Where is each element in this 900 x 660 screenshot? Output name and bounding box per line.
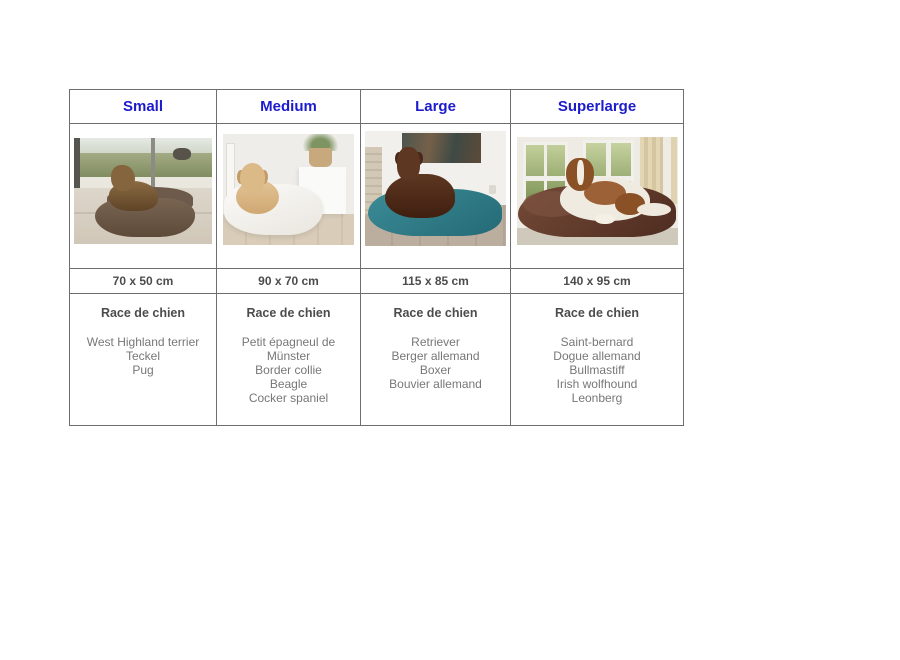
breed-list [217, 335, 360, 405]
column-header-superlarge: Superlarge [511, 90, 683, 124]
column-superlarge [511, 90, 683, 425]
dog-bed-size-table [69, 89, 684, 426]
size-superlarge: 140 x 95 cm [511, 269, 683, 294]
photo-medium-dog-bed [223, 134, 354, 245]
wall-socket [489, 185, 496, 194]
column-header-small: Small [70, 90, 216, 124]
size-small: 70 x 50 cm [70, 269, 216, 294]
tree-view [78, 153, 212, 180]
column-small [70, 90, 217, 425]
dog-body [385, 174, 456, 219]
breed-item: Retriever [411, 335, 460, 349]
photo-cell-small [70, 124, 216, 269]
column-medium [217, 90, 361, 425]
breed-item: Border collie [255, 363, 322, 377]
plant-basket [309, 148, 331, 167]
breed-heading: Race de chien [554, 306, 640, 320]
dog-blaze [577, 160, 584, 185]
breeds-cell-medium [217, 294, 360, 425]
column-large [361, 90, 511, 425]
breed-item: Boxer [419, 363, 452, 377]
breed-item: Teckel [125, 349, 160, 363]
size-medium: 90 x 70 cm [217, 269, 360, 294]
photo-cell-medium [217, 124, 360, 269]
photo-large-dog-bed [365, 131, 506, 246]
photo-cell-superlarge [511, 124, 683, 269]
breed-item: Berger allemand [391, 349, 480, 363]
breed-item: Bouvier allemand [389, 377, 482, 391]
breed-item: Saint-bernard [560, 335, 634, 349]
breed-item: Petit épagneul de Münster [241, 335, 336, 363]
breed-list [70, 335, 216, 377]
window-mullion [151, 138, 155, 188]
breed-item: Leonberg [571, 391, 623, 405]
photo-small-dog-bed [74, 138, 212, 244]
breed-list [361, 335, 510, 391]
breed-item: Cocker spaniel [248, 391, 329, 405]
breed-item: Bullmastiff [569, 363, 625, 377]
column-header-medium: Medium [217, 90, 360, 124]
breed-item: Pug [132, 363, 154, 377]
size-large: 115 x 85 cm [361, 269, 510, 294]
photo-cell-large [361, 124, 510, 269]
breeds-cell-large [361, 294, 510, 425]
breed-item: Beagle [269, 377, 308, 391]
breed-heading: Race de chien [246, 306, 331, 320]
breed-item: Dogue allemand [553, 349, 641, 363]
breed-list [511, 335, 683, 405]
breeds-cell-small [70, 294, 216, 425]
breed-heading: Race de chien [100, 306, 186, 320]
breed-heading: Race de chien [393, 306, 478, 320]
dog-leg [637, 203, 671, 216]
background-object [173, 148, 191, 161]
window-mullion [526, 176, 565, 181]
breed-item: West Highland terrier [86, 335, 200, 349]
column-header-large: Large [361, 90, 510, 124]
photo-superlarge-dog-bed [517, 137, 678, 245]
curtain [671, 137, 677, 204]
dog-head [397, 147, 420, 180]
dog-head [240, 163, 265, 192]
breed-item: Irish wolfhound [556, 377, 638, 391]
breeds-cell-superlarge [511, 294, 683, 425]
dog-head [111, 165, 134, 192]
